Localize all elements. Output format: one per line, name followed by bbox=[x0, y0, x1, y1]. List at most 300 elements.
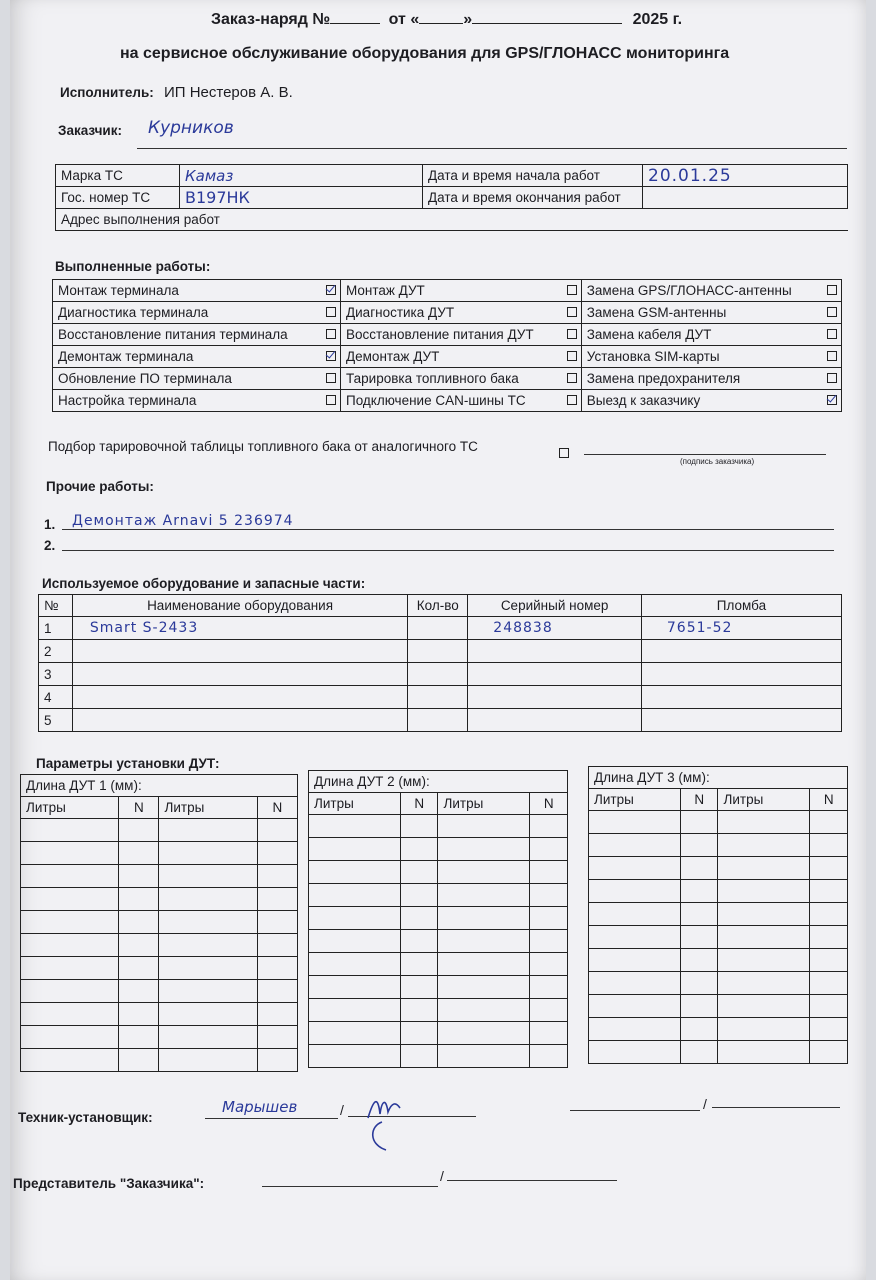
work-label: Замена кабеля ДУТ bbox=[581, 324, 823, 346]
dut-cell[interactable] bbox=[718, 1041, 810, 1064]
equipment-cell-seal[interactable] bbox=[641, 617, 841, 640]
dut-row bbox=[589, 834, 848, 857]
dut-row bbox=[589, 880, 848, 903]
dut-cell[interactable] bbox=[680, 926, 718, 949]
dut-cell[interactable] bbox=[400, 999, 438, 1022]
dut-cell[interactable] bbox=[257, 819, 297, 842]
dut-cell[interactable] bbox=[438, 999, 530, 1022]
dut-cell[interactable] bbox=[119, 842, 159, 865]
address-label: Адрес выполнения работ bbox=[61, 212, 220, 227]
dut-cell[interactable] bbox=[257, 934, 297, 957]
dut-cell[interactable] bbox=[119, 888, 159, 911]
equipment-value-num: 2 bbox=[44, 643, 52, 659]
plate-value-cell[interactable] bbox=[180, 187, 423, 209]
dut-cell[interactable] bbox=[438, 1022, 530, 1045]
works-table bbox=[52, 279, 842, 412]
dut-cell[interactable] bbox=[530, 838, 568, 861]
dut-cell[interactable] bbox=[438, 815, 530, 838]
dut-cell[interactable] bbox=[159, 957, 257, 980]
checked-checkbox[interactable] bbox=[326, 351, 336, 361]
dut-cell[interactable] bbox=[680, 857, 718, 880]
equipment-cell-serial[interactable] bbox=[468, 663, 642, 686]
dut-cell[interactable] bbox=[589, 903, 681, 926]
equipment-cell-num bbox=[39, 640, 73, 663]
equipment-cell-serial[interactable] bbox=[468, 709, 642, 732]
dut-cell[interactable] bbox=[589, 949, 681, 972]
dut-cell[interactable] bbox=[159, 1026, 257, 1049]
equipment-row bbox=[39, 686, 842, 709]
dut-cell[interactable] bbox=[718, 903, 810, 926]
dut-cell[interactable] bbox=[589, 857, 681, 880]
dut-row bbox=[589, 926, 848, 949]
dut-cell[interactable] bbox=[257, 980, 297, 1003]
work-checkbox-cell bbox=[322, 368, 341, 390]
dut-column-header: N bbox=[810, 789, 848, 811]
dut-cell[interactable] bbox=[400, 930, 438, 953]
equipment-cell-seal[interactable] bbox=[641, 640, 841, 663]
checkbox[interactable] bbox=[326, 329, 336, 339]
dut-cell[interactable] bbox=[159, 842, 257, 865]
customer-label: Заказчик: bbox=[58, 123, 122, 138]
work-checkbox-cell bbox=[823, 302, 842, 324]
equipment-cell-name[interactable] bbox=[72, 663, 407, 686]
work-label: Диагностика терминала bbox=[53, 302, 323, 324]
dut-cell[interactable] bbox=[718, 811, 810, 834]
dut-row bbox=[309, 1022, 568, 1045]
dut-table-1 bbox=[20, 774, 298, 1072]
dut-cell[interactable] bbox=[119, 980, 159, 1003]
other-work-num-1: 1. bbox=[44, 517, 56, 532]
equipment-column-header: Серийный номер bbox=[468, 595, 642, 617]
tarirovka-checkbox[interactable] bbox=[559, 448, 569, 458]
dut-row bbox=[309, 815, 568, 838]
dut-row bbox=[21, 888, 298, 911]
plate-value: В197НК bbox=[185, 188, 250, 207]
checkbox[interactable] bbox=[827, 373, 837, 383]
dut-cell[interactable] bbox=[21, 1003, 119, 1026]
checkbox[interactable] bbox=[326, 307, 336, 317]
work-checkbox-cell bbox=[563, 302, 582, 324]
dut-cell[interactable] bbox=[257, 1003, 297, 1026]
dut-cell[interactable] bbox=[589, 1018, 681, 1041]
checkbox[interactable] bbox=[827, 351, 837, 361]
dut-row bbox=[21, 980, 298, 1003]
equipment-header-row bbox=[39, 595, 842, 617]
dut-cell[interactable] bbox=[680, 903, 718, 926]
work-label: Монтаж терминала bbox=[53, 280, 323, 302]
start-value: 20.01.25 bbox=[648, 165, 732, 186]
dut-cell[interactable] bbox=[309, 930, 401, 953]
dut-table-3 bbox=[588, 766, 848, 1064]
work-label: Замена GPS/ГЛОНАСС-антенны bbox=[581, 280, 823, 302]
dut-cell[interactable] bbox=[589, 926, 681, 949]
dut-row bbox=[21, 842, 298, 865]
equipment-column-header: Пломба bbox=[641, 595, 841, 617]
dut-cell[interactable] bbox=[530, 930, 568, 953]
work-checkbox-cell bbox=[823, 324, 842, 346]
dut-row bbox=[21, 865, 298, 888]
dut-cell[interactable] bbox=[530, 953, 568, 976]
equipment-value-num: 3 bbox=[44, 666, 52, 682]
vehicle-table bbox=[55, 164, 848, 231]
dut-cell[interactable] bbox=[309, 1022, 401, 1045]
work-checkbox-cell bbox=[563, 280, 582, 302]
dut-cell[interactable] bbox=[309, 815, 401, 838]
equipment-value-seal: 7651-52 bbox=[666, 620, 733, 636]
customer-rep-label: Представитель "Заказчика": bbox=[13, 1176, 205, 1191]
dut-cell[interactable] bbox=[589, 834, 681, 857]
dut-cell[interactable] bbox=[438, 976, 530, 999]
equipment-cell-qty[interactable] bbox=[408, 709, 468, 732]
second-sig-line-a[interactable] bbox=[570, 1110, 700, 1111]
dut-cell[interactable] bbox=[718, 926, 810, 949]
other-work-line-1[interactable] bbox=[62, 529, 834, 530]
dut-cell[interactable] bbox=[21, 911, 119, 934]
dut-table-title: Длина ДУТ 1 (мм): bbox=[21, 775, 298, 797]
dut-row bbox=[21, 911, 298, 934]
dut-cell[interactable] bbox=[21, 934, 119, 957]
work-checkbox-cell bbox=[823, 346, 842, 368]
dut-cell[interactable] bbox=[309, 976, 401, 999]
equipment-cell-name[interactable] bbox=[72, 640, 407, 663]
brand-value: Камаз bbox=[185, 166, 234, 185]
checkbox[interactable] bbox=[567, 351, 577, 361]
dut-row bbox=[589, 811, 848, 834]
dut-cell[interactable] bbox=[159, 888, 257, 911]
dut-cell[interactable] bbox=[309, 1045, 401, 1068]
dut-cell[interactable] bbox=[530, 907, 568, 930]
checkbox[interactable] bbox=[827, 307, 837, 317]
works-row bbox=[53, 390, 842, 412]
start-label: Дата и время начала работ bbox=[423, 165, 643, 187]
dut-cell[interactable] bbox=[309, 861, 401, 884]
tarirovka-label: Подбор тарировочной таблицы топливного бака от аналогичного ТС bbox=[48, 439, 478, 454]
dut-cell[interactable] bbox=[400, 1022, 438, 1045]
dut-row bbox=[309, 861, 568, 884]
customer-rep-signature-line[interactable] bbox=[447, 1180, 617, 1181]
technician-label: Техник-установщик: bbox=[18, 1110, 153, 1125]
dut-cell[interactable] bbox=[589, 880, 681, 903]
checked-checkbox[interactable] bbox=[827, 395, 837, 405]
dut-cell[interactable] bbox=[257, 842, 297, 865]
dut-cell[interactable] bbox=[21, 842, 119, 865]
dut-cell[interactable] bbox=[680, 834, 718, 857]
equipment-value-serial: 248838 bbox=[493, 620, 553, 636]
dut-cell[interactable] bbox=[400, 861, 438, 884]
works-row bbox=[53, 346, 842, 368]
dut-cell[interactable] bbox=[159, 911, 257, 934]
dut-cell[interactable] bbox=[159, 865, 257, 888]
dut-cell[interactable] bbox=[438, 861, 530, 884]
equipment-row bbox=[39, 663, 842, 686]
dut-cell[interactable] bbox=[400, 884, 438, 907]
checkbox[interactable] bbox=[827, 329, 837, 339]
dut-row bbox=[589, 972, 848, 995]
dut-row bbox=[21, 1049, 298, 1072]
work-label: Диагностика ДУТ bbox=[341, 302, 563, 324]
dut-cell[interactable] bbox=[21, 957, 119, 980]
dut-cell[interactable] bbox=[119, 1026, 159, 1049]
dut-cell[interactable] bbox=[159, 980, 257, 1003]
work-label: Настройка терминала bbox=[53, 390, 323, 412]
dut-row bbox=[21, 1026, 298, 1049]
work-label: Восстановление питания терминала bbox=[53, 324, 323, 346]
equipment-column-header: Кол-во bbox=[408, 595, 468, 617]
dut-column-header: N bbox=[257, 797, 297, 819]
dut-cell[interactable] bbox=[21, 980, 119, 1003]
equipment-table bbox=[38, 594, 842, 732]
technician-signature bbox=[360, 1088, 420, 1154]
work-checkbox-cell bbox=[563, 324, 582, 346]
dut-cell[interactable] bbox=[810, 1018, 848, 1041]
dut-cell[interactable] bbox=[257, 911, 297, 934]
equipment-cell-num bbox=[39, 686, 73, 709]
work-label: Замена GSM-антенны bbox=[581, 302, 823, 324]
checkbox[interactable] bbox=[567, 373, 577, 383]
equipment-column-header: № bbox=[39, 595, 73, 617]
dut-cell[interactable] bbox=[718, 995, 810, 1018]
dut-cell[interactable] bbox=[810, 1041, 848, 1064]
dut-column-header: Литры bbox=[159, 797, 257, 819]
dut-cell[interactable] bbox=[438, 884, 530, 907]
dut-cell[interactable] bbox=[119, 957, 159, 980]
checkbox[interactable] bbox=[567, 395, 577, 405]
dut-row bbox=[309, 907, 568, 930]
dut-row bbox=[309, 838, 568, 861]
customer-line bbox=[137, 148, 847, 149]
dut-cell[interactable] bbox=[309, 838, 401, 861]
works-heading: Выполненные работы: bbox=[55, 259, 211, 274]
plate-label: Гос. номер ТС bbox=[56, 187, 180, 209]
dut-cell[interactable] bbox=[810, 949, 848, 972]
equipment-cell-qty[interactable] bbox=[408, 640, 468, 663]
dut-heading: Параметры установки ДУТ: bbox=[36, 756, 220, 771]
dut-cell[interactable] bbox=[119, 865, 159, 888]
dut-cell[interactable] bbox=[530, 815, 568, 838]
dut-cell[interactable] bbox=[257, 888, 297, 911]
works-row bbox=[53, 280, 842, 302]
dut-cell[interactable] bbox=[810, 995, 848, 1018]
dut-cell[interactable] bbox=[400, 1045, 438, 1068]
equipment-cell-seal[interactable] bbox=[641, 686, 841, 709]
dut-cell[interactable] bbox=[810, 834, 848, 857]
equipment-cell-name[interactable] bbox=[72, 686, 407, 709]
dut-cell[interactable] bbox=[589, 1041, 681, 1064]
equipment-cell-name[interactable] bbox=[72, 709, 407, 732]
dut-cell[interactable] bbox=[119, 911, 159, 934]
executor-row bbox=[60, 84, 293, 101]
equipment-cell-qty[interactable] bbox=[408, 663, 468, 686]
dut-cell[interactable] bbox=[530, 976, 568, 999]
dut-row bbox=[589, 1018, 848, 1041]
dut-row bbox=[589, 857, 848, 880]
dut-cell[interactable] bbox=[589, 995, 681, 1018]
work-checkbox-cell bbox=[322, 346, 341, 368]
dut-cell[interactable] bbox=[257, 1049, 297, 1072]
dut-cell[interactable] bbox=[680, 949, 718, 972]
dut-cell[interactable] bbox=[309, 953, 401, 976]
dut-cell[interactable] bbox=[589, 811, 681, 834]
equipment-value-name: Smart S-2433 bbox=[89, 620, 199, 636]
work-label: Подключение CAN-шины ТС bbox=[341, 390, 563, 412]
dut-cell[interactable] bbox=[159, 1049, 257, 1072]
second-sig-slash: / bbox=[703, 1096, 707, 1112]
end-label: Дата и время окончания работ bbox=[423, 187, 643, 209]
work-checkbox-cell bbox=[823, 368, 842, 390]
dut-cell[interactable] bbox=[680, 972, 718, 995]
equipment-value-num: 1 bbox=[44, 620, 52, 636]
dut-column-header: Литры bbox=[21, 797, 119, 819]
dut-cell[interactable] bbox=[159, 819, 257, 842]
dut-cell[interactable] bbox=[400, 838, 438, 861]
dut-row bbox=[589, 903, 848, 926]
dut-cell[interactable] bbox=[159, 1003, 257, 1026]
dut-cell[interactable] bbox=[119, 1049, 159, 1072]
dut-cell[interactable] bbox=[257, 957, 297, 980]
dut-cell[interactable] bbox=[718, 949, 810, 972]
customer-signature-caption: (подпись заказчика) bbox=[680, 457, 755, 466]
technician-slash: / bbox=[340, 1102, 344, 1118]
other-work-num-2: 2. bbox=[44, 538, 56, 553]
work-checkbox-cell bbox=[322, 302, 341, 324]
dut-column-header: Литры bbox=[438, 793, 530, 815]
dut-cell[interactable] bbox=[119, 819, 159, 842]
dut-column-header: Литры bbox=[718, 789, 810, 811]
checked-checkbox[interactable] bbox=[326, 285, 336, 295]
dut-row bbox=[21, 934, 298, 957]
order-title-line1: Заказ-наряд № от « » 2025 г. bbox=[211, 11, 683, 28]
dut-cell[interactable] bbox=[530, 1045, 568, 1068]
dut-cell[interactable] bbox=[530, 1022, 568, 1045]
equipment-cell-seal[interactable] bbox=[641, 663, 841, 686]
work-checkbox-cell bbox=[322, 324, 341, 346]
dut-cell[interactable] bbox=[680, 1041, 718, 1064]
checkbox[interactable] bbox=[567, 307, 577, 317]
equipment-cell-serial[interactable] bbox=[468, 640, 642, 663]
dut-cell[interactable] bbox=[438, 907, 530, 930]
dut-table-title: Длина ДУТ 2 (мм): bbox=[309, 771, 568, 793]
brand-value-cell[interactable] bbox=[180, 165, 423, 187]
work-checkbox-cell bbox=[563, 346, 582, 368]
equipment-cell-qty[interactable] bbox=[408, 686, 468, 709]
checkbox[interactable] bbox=[827, 285, 837, 295]
equipment-cell-qty[interactable] bbox=[408, 617, 468, 640]
address-value-cell[interactable] bbox=[423, 209, 848, 231]
checkbox[interactable] bbox=[567, 329, 577, 339]
dut-cell[interactable] bbox=[257, 1026, 297, 1049]
dut-cell[interactable] bbox=[810, 972, 848, 995]
dut-cell[interactable] bbox=[680, 880, 718, 903]
dut-column-header: Литры bbox=[309, 793, 401, 815]
start-value-cell[interactable] bbox=[643, 165, 848, 187]
dut-table-title: Длина ДУТ 3 (мм): bbox=[589, 767, 848, 789]
dut-cell[interactable] bbox=[680, 811, 718, 834]
dut-cell[interactable] bbox=[680, 1018, 718, 1041]
second-sig-line-b[interactable] bbox=[712, 1107, 840, 1108]
dut-cell[interactable] bbox=[718, 834, 810, 857]
technician-name-line[interactable] bbox=[205, 1118, 338, 1119]
dut-cell[interactable] bbox=[810, 880, 848, 903]
dut-cell[interactable] bbox=[309, 884, 401, 907]
dut-row bbox=[309, 930, 568, 953]
dut-cell[interactable] bbox=[309, 999, 401, 1022]
dut-cell[interactable] bbox=[810, 811, 848, 834]
dut-column-header: N bbox=[400, 793, 438, 815]
dut-cell[interactable] bbox=[530, 861, 568, 884]
dut-cell[interactable] bbox=[718, 857, 810, 880]
customer-rep-name-line[interactable] bbox=[262, 1186, 438, 1187]
dut-cell[interactable] bbox=[530, 884, 568, 907]
dut-cell[interactable] bbox=[21, 888, 119, 911]
equipment-cell-name[interactable] bbox=[72, 617, 407, 640]
work-checkbox-cell bbox=[823, 390, 842, 412]
work-label: Установка SIM-карты bbox=[581, 346, 823, 368]
equipment-heading: Используемое оборудование и запасные части: bbox=[42, 576, 366, 591]
dut-row bbox=[309, 1045, 568, 1068]
dut-cell[interactable] bbox=[21, 819, 119, 842]
work-label: Тарировка топливного бака bbox=[341, 368, 563, 390]
works-row bbox=[53, 324, 842, 346]
dut-cell[interactable] bbox=[718, 1018, 810, 1041]
dut-cell[interactable] bbox=[438, 953, 530, 976]
end-value-cell[interactable] bbox=[643, 187, 848, 209]
dut-cell[interactable] bbox=[400, 976, 438, 999]
dut-cell[interactable] bbox=[400, 815, 438, 838]
dut-cell[interactable] bbox=[119, 934, 159, 957]
dut-cell[interactable] bbox=[810, 857, 848, 880]
technician-name: Марышев bbox=[222, 1098, 298, 1116]
dut-cell[interactable] bbox=[438, 838, 530, 861]
dut-cell[interactable] bbox=[159, 934, 257, 957]
dut-row bbox=[21, 1003, 298, 1026]
dut-cell[interactable] bbox=[438, 930, 530, 953]
dut-cell[interactable] bbox=[718, 972, 810, 995]
dut-cell[interactable] bbox=[438, 1045, 530, 1068]
dut-cell[interactable] bbox=[400, 953, 438, 976]
checkbox[interactable] bbox=[326, 395, 336, 405]
dut-cell[interactable] bbox=[530, 999, 568, 1022]
dut-cell[interactable] bbox=[680, 995, 718, 1018]
dut-row bbox=[309, 884, 568, 907]
work-checkbox-cell bbox=[823, 280, 842, 302]
equipment-row bbox=[39, 640, 842, 663]
equipment-cell-num bbox=[39, 663, 73, 686]
dut-cell[interactable] bbox=[309, 907, 401, 930]
dut-column-header: N bbox=[119, 797, 159, 819]
checkbox[interactable] bbox=[567, 285, 577, 295]
dut-cell[interactable] bbox=[21, 1049, 119, 1072]
dut-cell[interactable] bbox=[21, 865, 119, 888]
dut-cell[interactable] bbox=[810, 926, 848, 949]
equipment-cell-serial[interactable] bbox=[468, 617, 642, 640]
other-work-line-2[interactable] bbox=[62, 550, 834, 551]
checkbox[interactable] bbox=[326, 373, 336, 383]
equipment-column-header: Наименование оборудования bbox=[72, 595, 407, 617]
dut-cell[interactable] bbox=[400, 907, 438, 930]
equipment-cell-num bbox=[39, 709, 73, 732]
dut-row bbox=[589, 949, 848, 972]
dut-cell[interactable] bbox=[810, 903, 848, 926]
equipment-cell-seal[interactable] bbox=[641, 709, 841, 732]
dut-cell[interactable] bbox=[589, 972, 681, 995]
customer-signature-line[interactable] bbox=[584, 454, 826, 455]
other-work-value-1: Демонтаж Arnavi 5 236974 bbox=[72, 513, 294, 529]
dut-cell[interactable] bbox=[257, 865, 297, 888]
dut-cell[interactable] bbox=[718, 880, 810, 903]
dut-cell[interactable] bbox=[119, 1003, 159, 1026]
equipment-cell-serial[interactable] bbox=[468, 686, 642, 709]
dut-cell[interactable] bbox=[21, 1026, 119, 1049]
